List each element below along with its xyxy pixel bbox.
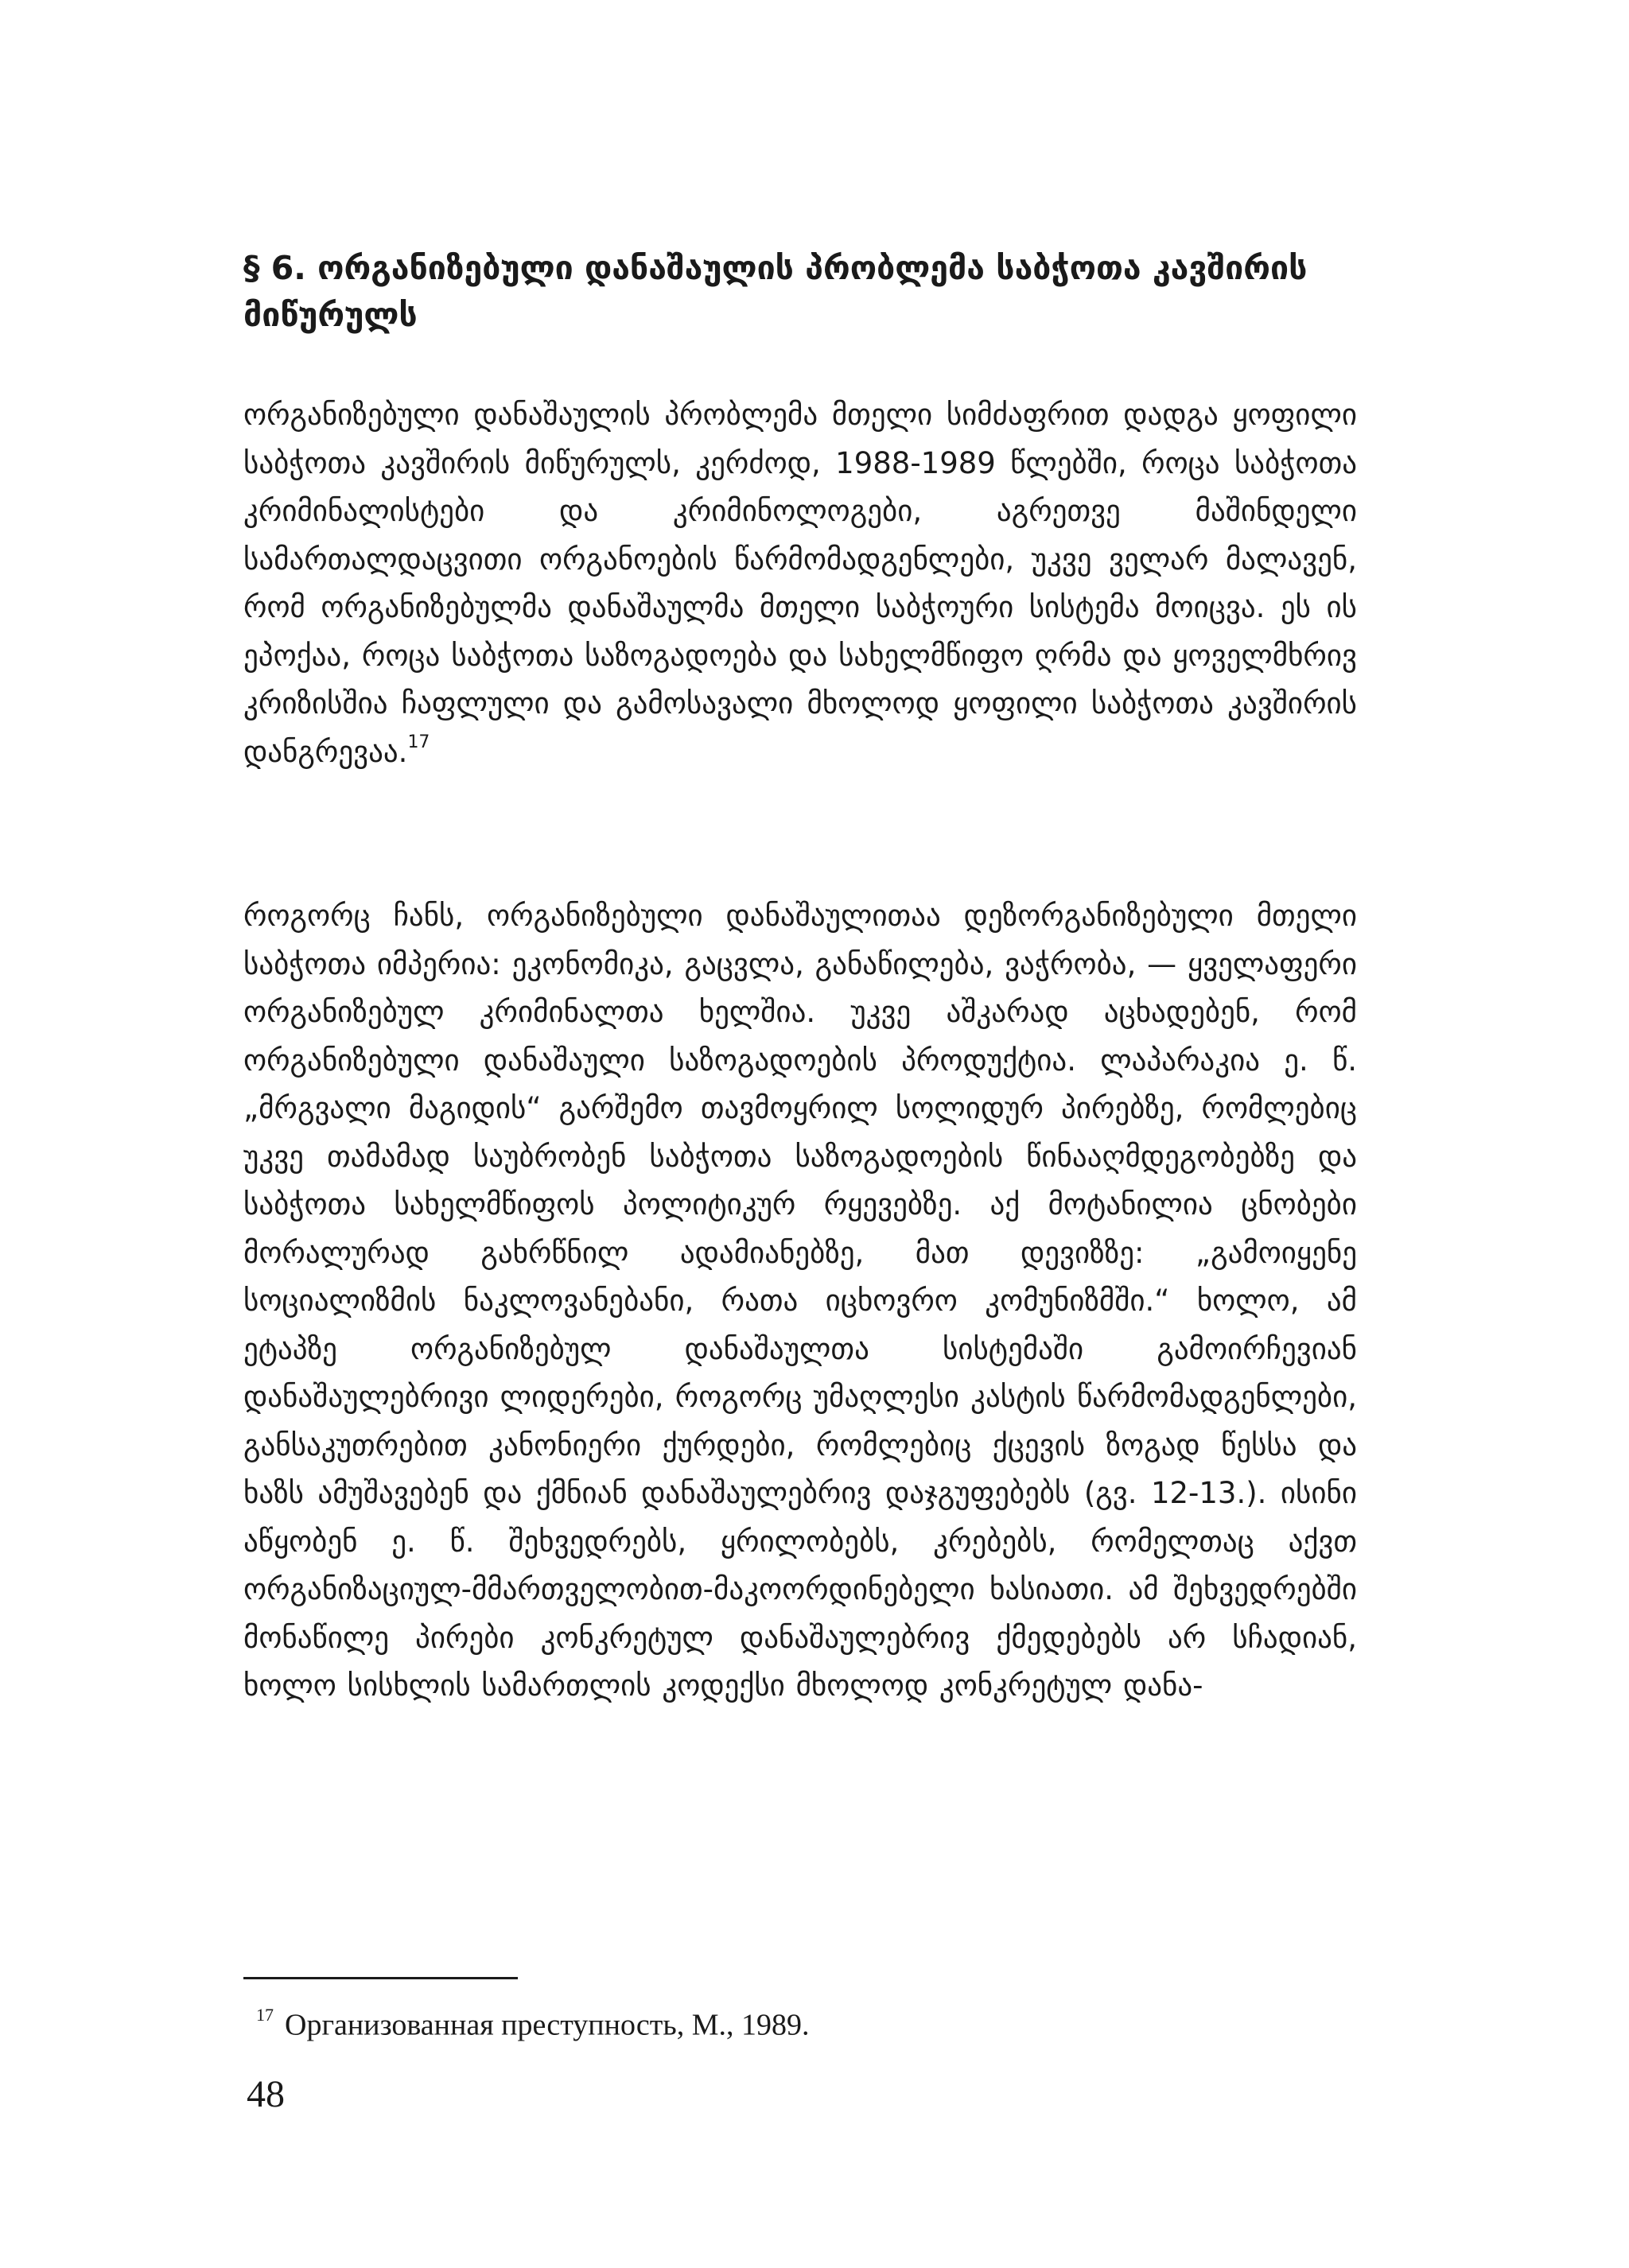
paragraph-1-text: ორგანიზებული დანაშაულის პრობლემა მთელი სიმძაფრით დადგა ყოფილი საბჭოთა კავშირის მიწურულს, კერძოდ, 1988-1989 წლებში, როცა საბჭოთა კრიმინალისტები და კრიმინოლოგები, აგრეთვე მაშინდელი სამართალდაცვითი ორგანოების წარმომადგენლები, უკვე ველარ მალავენ, რომ ორგანიზებულმა დანაშაულმა მთელი საბჭოური სისტემა მოიცვა. ეს ის ეპოქაა, როცა საბჭოთა საზოგადოება და სახელმწიფო ღრმა და ყოველმხრივ კრიზისშია ჩაფლული და გამოსავალი მხოლოდ ყოფილი საბჭოთა კავშირის დანგრევაა. <box>243 398 1357 769</box>
page-number: 48 <box>247 2073 285 2115</box>
footnote <box>256 1999 1354 2045</box>
footnote-text: Организованная преступность, М., 1989. <box>285 2008 810 2042</box>
paragraph-2-text: როგორც ჩანს, ორგანიზებული დანაშაულითაა დეზორგანიზებული მთელი საბჭოთა იმპერია: ეკონომიკა, გაცვლა, განაწილება, ვაჭრობა, — ყველაფერი ორგანიზებულ კრიმინალთა ხელშია. უკვე აშკარად აცხადებენ, რომ ორგანიზებული დანაშაული საზოგადოების პროდუქტია. ლაპარაკია ე. წ. „მრგვალი მაგიდის“ გარშემო თავმოყრილ სოლიდურ პირებზე, რომლებიც უკვე თამამად საუბრობენ საბჭოთა საზოგადოების წინააღმდეგობებზე და საბჭოთა სახელმწიფოს პოლიტიკურ რყევებზე. აქ მოტანილია ცნობები მორალურად გახრწნილ ადამიანებზე, მათ დევიზზე: „გამოიყენე სოციალიზმის ნაკლოვანებანი, რათა იცხოვრო კომუნიზმში.“ ხოლო, ამ ეტაპზე ორგანიზებულ დანაშაულთა სისტემაში გამოირჩევიან დანაშაულებრივი ლიდერები, როგორც უმაღლესი კასტის წარმომადგენლები, განსაკუთრებით კანონიერი ქურდები, რომლებიც ქცევის ზოგად წესსა და ხაზს ამუშავებენ და ქმნიან დანაშაულებრივ დაჯგუფებებს (გვ. 12-13.). ისინი აწყობენ ე. წ. შეხვედრებს, ყრილობებს, კრებებს, რომელთაც აქვთ ორგანიზაციულ-მმართველობით-მაკოორდინებელი ხასიათი. ამ შეხვედრებში მონაწილე პირები კონკრეტულ დანაშაულებრივ ქმედებებს არ სჩადიან, ხოლო სისხლის სამართლის კოდექსი მხოლოდ კონკრეტულ დანა- <box>243 899 1357 1703</box>
footnote-separator <box>243 1977 518 1979</box>
paragraph-1 <box>243 391 1357 776</box>
footnote-reference: 17 <box>407 732 430 753</box>
paragraph-2 <box>243 892 1357 1711</box>
section-heading: § 6. ორგანიზებული დანაშაულის პრობლემა საბჭოთა კავშირის მიწურულს <box>243 249 1308 334</box>
footnote-number: 17 <box>256 2005 274 2025</box>
